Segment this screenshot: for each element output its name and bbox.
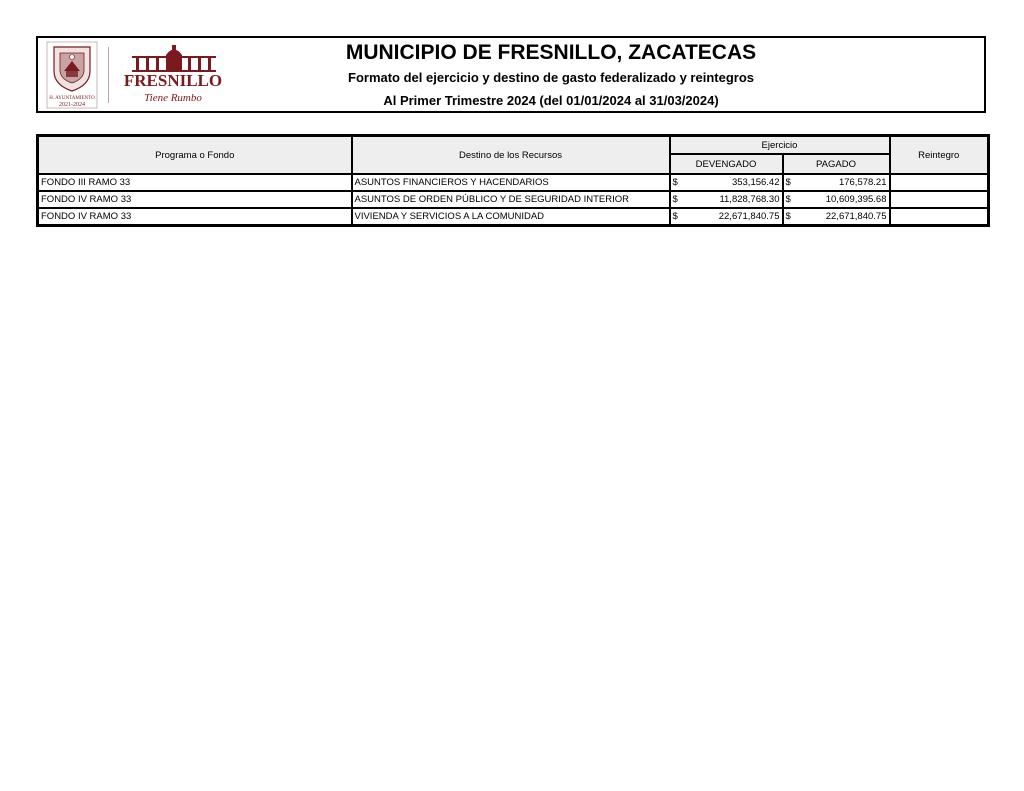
table-row xyxy=(38,208,989,226)
amount-value: 11,828,768.30 xyxy=(719,194,780,205)
cell-programa: FONDO IV RAMO 33 xyxy=(38,191,352,208)
report-subtitle: Formato del ejercicio y destino de gasto federalizado y reintegros xyxy=(348,70,754,85)
municipal-seal-icon xyxy=(46,41,98,109)
currency-symbol: $ xyxy=(785,211,791,222)
report-title: MUNICIPIO DE FRESNILLO, ZACATECAS xyxy=(345,41,757,64)
amount-value: 10,609,395.68 xyxy=(825,194,887,205)
amount-value: 353,156.42 xyxy=(731,177,780,188)
cell-destino: VIVIENDA Y SERVICIOS A LA COMUNIDAD xyxy=(352,208,670,226)
cell-programa: FONDO III RAMO 33 xyxy=(38,174,352,191)
column-header-devengado: DEVENGADO xyxy=(670,154,783,174)
currency-symbol: $ xyxy=(785,177,791,188)
column-header-destino: Destino de los Recursos xyxy=(352,136,670,175)
currency-symbol: $ xyxy=(785,194,791,205)
logo-divider xyxy=(108,47,109,103)
cell-programa: FONDO IV RAMO 33 xyxy=(38,208,352,226)
cell-reintegro xyxy=(890,191,989,208)
cell-devengado xyxy=(670,191,783,208)
cell-destino: ASUNTOS DE ORDEN PÚBLICO Y DE SEGURIDAD INTERIOR xyxy=(352,191,670,208)
report-period: Al Primer Trimestre 2024 (del 01/01/2024 al 31/03/2024) xyxy=(383,93,719,108)
amount-value: 22,671,840.75 xyxy=(825,211,887,222)
currency-symbol: $ xyxy=(672,211,678,222)
amount-value: 176,578.21 xyxy=(838,177,887,188)
svg-text:FRESNILLO: FRESNILLO xyxy=(123,71,223,90)
report-header xyxy=(36,36,986,113)
table-row xyxy=(38,174,989,191)
cell-pagado xyxy=(783,174,890,191)
cell-reintegro xyxy=(890,174,989,191)
monument-skyline-icon xyxy=(132,45,216,72)
municipal-logo xyxy=(42,41,232,109)
column-header-reintegro: Reintegro xyxy=(890,136,989,175)
currency-symbol: $ xyxy=(672,194,678,205)
federalized-spending-table xyxy=(36,134,990,227)
amount-value: 22,671,840.75 xyxy=(718,211,780,222)
currency-symbol: $ xyxy=(672,177,678,188)
svg-text:H. AYUNTAMIENTO: H. AYUNTAMIENTO xyxy=(49,96,95,101)
cell-devengado xyxy=(670,208,783,226)
cell-devengado xyxy=(670,174,783,191)
cell-reintegro xyxy=(890,208,989,226)
column-header-programa: Programa o Fondo xyxy=(38,136,352,175)
cell-pagado xyxy=(783,208,890,226)
svg-text:2021-2024: 2021-2024 xyxy=(59,102,85,108)
column-header-pagado: PAGADO xyxy=(783,154,890,174)
fresnillo-brand-logo xyxy=(114,43,232,107)
table-row xyxy=(38,191,989,208)
column-header-ejercicio: Ejercicio xyxy=(670,136,890,155)
cell-destino: ASUNTOS FINANCIEROS Y HACENDARIOS xyxy=(352,174,670,191)
cell-pagado xyxy=(783,191,890,208)
svg-text:Tiene Rumbo: Tiene Rumbo xyxy=(144,92,202,104)
